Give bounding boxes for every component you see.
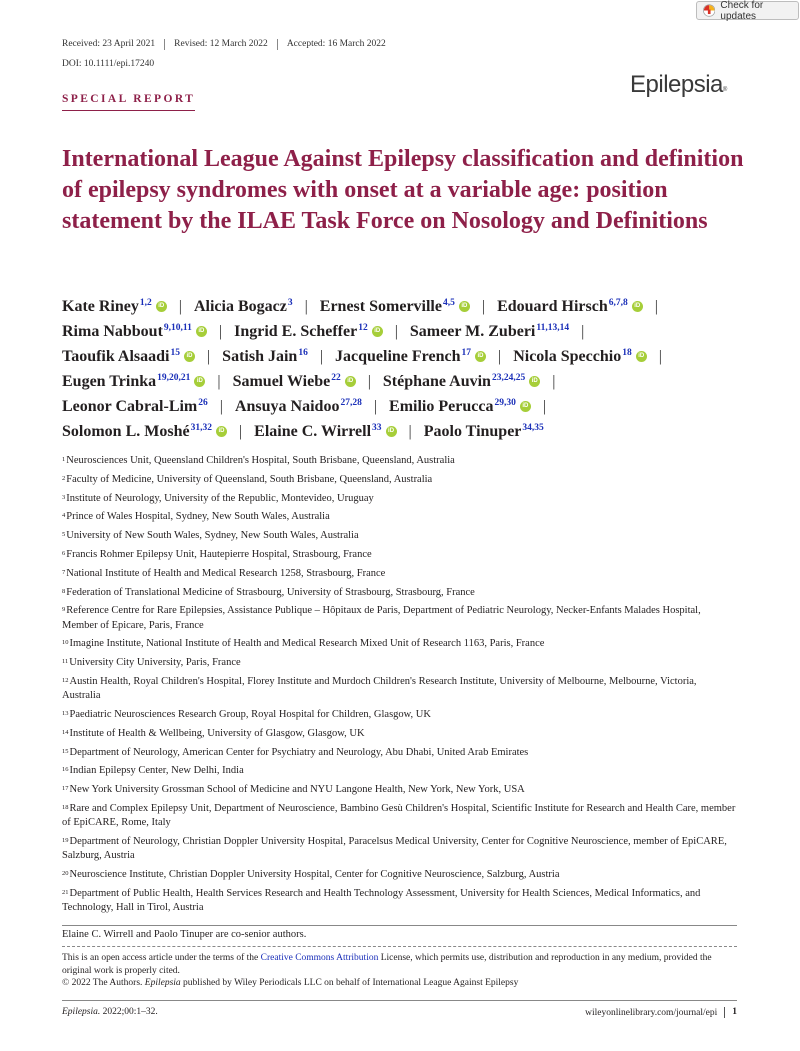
author-line bbox=[62, 419, 762, 444]
affiliation-number: 7 bbox=[62, 568, 66, 576]
author[interactable] bbox=[383, 373, 540, 390]
affiliation-text: Rare and Complex Epilepsy Unit, Department of Neuroscience, Bambino Gesù Children's Hospital, Scientific Institute for Research and Health Care, member of EpiCARE, Rome, Italy bbox=[62, 802, 736, 829]
orcid-icon[interactable] bbox=[386, 426, 397, 437]
affiliation-text: Department of Public Health, Health Services Research and Health Technology Assessment, University for Health Sciences, Medical Informatics, and Technology, Hall in Tirol, Austria bbox=[62, 887, 701, 913]
affiliation-number: 6 bbox=[62, 549, 66, 557]
author-affiliation-ref[interactable]: 33 bbox=[372, 423, 382, 433]
affiliation bbox=[62, 835, 737, 863]
affiliation-text: Institute of Health & Wellbeing, University of Glasgow, Glasgow, UK bbox=[69, 727, 365, 739]
affiliation-number: 2 bbox=[62, 474, 66, 482]
author-name: Satish Jain bbox=[222, 348, 298, 365]
revised-date: Revised: 12 March 2022 bbox=[164, 39, 277, 50]
author[interactable] bbox=[235, 398, 362, 415]
affiliation bbox=[62, 802, 737, 830]
footer-journal: Epilepsia. bbox=[62, 1007, 101, 1017]
author[interactable] bbox=[320, 298, 470, 315]
affiliation bbox=[62, 586, 737, 600]
copyright-journal: Epilepsia bbox=[144, 978, 181, 988]
footer-right bbox=[540, 1007, 737, 1018]
orcid-icon[interactable] bbox=[459, 301, 470, 312]
orcid-icon[interactable] bbox=[475, 351, 486, 362]
author-line bbox=[62, 344, 762, 369]
affiliation bbox=[62, 548, 737, 562]
author-separator: | bbox=[552, 373, 556, 390]
orcid-icon[interactable] bbox=[632, 301, 643, 312]
author-separator: | bbox=[498, 348, 502, 365]
affiliation bbox=[62, 473, 737, 487]
journal-logo-text: Epilepsia bbox=[630, 71, 723, 98]
affiliation-text: Neurosciences Unit, Queensland Children's Hospital, South Brisbane, Queensland, Australia bbox=[66, 455, 455, 466]
affiliation-number: 3 bbox=[62, 493, 66, 501]
license-divider bbox=[62, 946, 737, 947]
orcid-icon[interactable] bbox=[520, 401, 531, 412]
author-affiliation-ref[interactable]: 34,35 bbox=[522, 423, 544, 433]
orcid-icon[interactable] bbox=[194, 376, 205, 387]
author-separator: | bbox=[238, 423, 243, 440]
article-dates bbox=[62, 39, 395, 50]
logo-registered-mark: ® bbox=[722, 87, 728, 93]
accepted-date: Accepted: 16 March 2022 bbox=[277, 39, 395, 50]
author[interactable] bbox=[234, 323, 383, 340]
footer-divider bbox=[62, 1000, 737, 1001]
author-affiliation-ref[interactable]: 27,28 bbox=[340, 398, 362, 408]
affiliation bbox=[62, 510, 737, 524]
author-affiliation-ref[interactable]: 3 bbox=[287, 298, 293, 308]
footer-volume: 2022;00:1–32. bbox=[100, 1007, 158, 1017]
affiliation-number: 15 bbox=[62, 747, 69, 755]
author[interactable] bbox=[62, 298, 167, 315]
author-affiliation-ref[interactable]: 29,30 bbox=[494, 398, 516, 408]
author-separator: | bbox=[218, 323, 223, 340]
orcid-icon[interactable] bbox=[529, 376, 540, 387]
doi[interactable]: DOI: 10.1111/epi.17240 bbox=[62, 59, 155, 69]
author-separator: | bbox=[178, 298, 182, 315]
affiliation bbox=[62, 746, 737, 760]
author-name: Paolo Tinuper bbox=[423, 423, 522, 440]
creative-commons-link[interactable]: Creative Commons Attribution bbox=[260, 953, 379, 963]
author-affiliation-ref[interactable]: 18 bbox=[622, 348, 632, 358]
affiliation-number: 5 bbox=[62, 531, 66, 539]
author[interactable] bbox=[194, 298, 293, 315]
affiliation-text: Imagine Institute, National Institute of Health and Medical Research Mixed Unit of Research 1163, Paris, France bbox=[69, 638, 545, 650]
author-affiliation-ref[interactable]: 19,20,21 bbox=[157, 373, 191, 383]
author-name: Stéphane Auvin bbox=[382, 373, 491, 390]
author-separator: | bbox=[542, 398, 547, 415]
author[interactable] bbox=[410, 323, 569, 340]
author-name: Ernest Somerville bbox=[319, 298, 442, 315]
author-name: Eugen Trinka bbox=[62, 373, 157, 390]
author-separator: | bbox=[319, 348, 324, 365]
affiliation-text: Francis Rohmer Epilepsy Unit, Hautepierre Hospital, Strasbourg, France bbox=[66, 548, 372, 560]
author-affiliation-ref[interactable]: 4,5 bbox=[442, 298, 455, 308]
author-name: Alicia Bogacz bbox=[193, 298, 287, 315]
author-affiliation-ref[interactable]: 12 bbox=[358, 323, 368, 333]
journal-logo bbox=[630, 71, 727, 99]
affiliation-text: Reference Centre for Rare Epilepsies, Assistance Publique – Hôpitaux de Paris, Department of Pediatric Neurology, Necker-Enfants Malades Hospital, Member of Epicare, Paris, France bbox=[62, 605, 701, 631]
check-for-updates-button[interactable] bbox=[696, 1, 799, 20]
received-date: Received: 23 April 2021 bbox=[62, 39, 156, 49]
author-list bbox=[62, 294, 762, 444]
author-line bbox=[62, 369, 762, 394]
author[interactable] bbox=[62, 348, 195, 365]
affiliation-text: Paediatric Neurosciences Research Group, Royal Hospital for Children, Glasgow, UK bbox=[69, 708, 431, 720]
orcid-icon[interactable] bbox=[184, 351, 195, 362]
author-separator: | bbox=[217, 373, 221, 390]
author-name: Ansuya Naidoo bbox=[234, 398, 340, 415]
author-affiliation-ref[interactable]: 17 bbox=[461, 348, 471, 358]
affiliation-number: 9 bbox=[62, 606, 66, 614]
author-separator: | bbox=[219, 398, 223, 415]
author-name: Ingrid E. Scheffer bbox=[234, 323, 358, 340]
author[interactable] bbox=[62, 423, 227, 440]
author-name: Leonor Cabral-Lim bbox=[62, 398, 198, 415]
author[interactable] bbox=[424, 423, 544, 440]
author-separator: | bbox=[304, 298, 308, 315]
check-for-updates-icon bbox=[703, 4, 715, 17]
footer-citation bbox=[62, 1007, 158, 1017]
affiliation bbox=[62, 637, 737, 651]
affiliation-number: 10 bbox=[62, 639, 69, 647]
affiliation-number: 20 bbox=[62, 869, 69, 877]
author-name: Edouard Hirsch bbox=[497, 298, 608, 315]
affiliation-text: Faculty of Medicine, University of Queensland, South Brisbane, Queensland, Australia bbox=[66, 473, 433, 485]
affiliation-text: University of New South Wales, Sydney, New South Wales, Australia bbox=[66, 530, 359, 542]
author-name: Taoufik Alsaadi bbox=[62, 348, 170, 365]
orcid-icon[interactable] bbox=[216, 426, 227, 437]
author-name: Elaine C. Wirrell bbox=[254, 423, 372, 440]
journal-url[interactable]: wileyonlinelibrary.com/journal/epi bbox=[585, 1007, 718, 1018]
author-name: Nicola Specchio bbox=[513, 348, 622, 365]
orcid-icon[interactable] bbox=[372, 326, 383, 337]
affiliation bbox=[62, 492, 737, 506]
affiliation bbox=[62, 567, 737, 581]
affiliation-text: Indian Epilepsy Center, New Delhi, India bbox=[69, 765, 244, 777]
author[interactable] bbox=[389, 398, 531, 415]
affiliation bbox=[62, 887, 737, 915]
author-separator: | bbox=[654, 298, 658, 315]
affiliation-text: University City University, Paris, France bbox=[69, 657, 241, 669]
author-affiliation-ref[interactable]: 1,2 bbox=[139, 298, 152, 308]
affiliation-number: 1 bbox=[62, 456, 66, 463]
affiliation-text: Department of Neurology, American Center for Psychiatry and Neurology, Abu Dhabi, United Arab Emirates bbox=[69, 746, 529, 758]
affiliation-text: Austin Health, Royal Children's Hospital, Florey Institute and Murdoch Children's Research Institute, University of Melbourne, Melbourne, Victoria, Australia bbox=[62, 675, 697, 702]
affiliation bbox=[62, 783, 737, 797]
author[interactable] bbox=[335, 348, 486, 365]
affiliation-list bbox=[62, 454, 737, 920]
license-text-before: This is an open access article under the terms of the bbox=[62, 953, 261, 963]
affiliation-number: 13 bbox=[62, 709, 69, 717]
affiliation-number: 8 bbox=[62, 587, 66, 595]
author-affiliation-ref[interactable]: 9,10,11 bbox=[163, 323, 192, 333]
author-separator: | bbox=[481, 298, 486, 315]
affiliation-number: 14 bbox=[62, 728, 69, 736]
author-separator: | bbox=[367, 373, 371, 390]
author-name: Sameer M. Zuberi bbox=[409, 323, 536, 340]
affiliation bbox=[62, 656, 737, 670]
author[interactable] bbox=[62, 398, 208, 415]
orcid-icon[interactable] bbox=[156, 301, 167, 312]
author-separator: | bbox=[658, 348, 662, 365]
author[interactable] bbox=[513, 348, 647, 365]
affiliation-number: 19 bbox=[62, 836, 69, 844]
author-line bbox=[62, 294, 762, 319]
author-affiliation-ref[interactable]: 31,32 bbox=[190, 423, 212, 433]
license-note bbox=[62, 952, 742, 977]
orcid-icon[interactable] bbox=[345, 376, 356, 387]
affiliation bbox=[62, 529, 737, 543]
author-separator: | bbox=[206, 348, 211, 365]
author[interactable] bbox=[222, 348, 308, 365]
author-affiliation-ref[interactable]: 6,7,8 bbox=[608, 298, 628, 308]
affiliation bbox=[62, 764, 737, 778]
affiliation-number: 18 bbox=[62, 803, 69, 811]
author-name: Emilio Perucca bbox=[389, 398, 494, 415]
affiliation-number: 11 bbox=[62, 658, 69, 666]
check-for-updates-label: Check for updates bbox=[720, 0, 764, 22]
copyright-note bbox=[62, 978, 518, 988]
author-name: Jacqueline French bbox=[335, 348, 461, 365]
affiliation-text: Institute of Neurology, University of the Republic, Montevideo, Uruguay bbox=[66, 492, 374, 504]
author[interactable] bbox=[62, 323, 207, 340]
author[interactable] bbox=[254, 423, 396, 440]
section-label: SPECIAL REPORT bbox=[62, 93, 195, 111]
affiliation-number: 16 bbox=[62, 766, 69, 774]
author-separator: | bbox=[408, 423, 412, 440]
author-affiliation-ref[interactable]: 11,13,14 bbox=[536, 323, 570, 333]
author-name: Solomon L. Moshé bbox=[62, 423, 190, 440]
author-line bbox=[62, 394, 762, 419]
author-separator: | bbox=[581, 323, 585, 340]
author-affiliation-ref[interactable]: 26 bbox=[198, 398, 208, 408]
author-affiliation-ref[interactable]: 16 bbox=[298, 348, 308, 358]
author[interactable] bbox=[233, 373, 356, 390]
author-name: Kate Riney bbox=[62, 298, 139, 315]
author-separator: | bbox=[394, 323, 398, 340]
author-name: Samuel Wiebe bbox=[232, 373, 331, 390]
affiliation bbox=[62, 675, 737, 703]
author-affiliation-ref[interactable]: 23,24,25 bbox=[491, 373, 526, 383]
author-affiliation-ref[interactable]: 22 bbox=[331, 373, 341, 383]
footnote-divider bbox=[62, 925, 737, 926]
author-affiliation-ref[interactable]: 15 bbox=[170, 348, 180, 358]
author-name: Rima Nabbout bbox=[62, 323, 163, 340]
affiliation-number: 21 bbox=[62, 888, 69, 896]
affiliation bbox=[62, 454, 737, 468]
license-text-after: License, which permits use, distribution and reproduction in any medium, provided the original work is properly cited. bbox=[62, 953, 712, 976]
affiliation-text: Prince of Wales Hospital, Sydney, New South Wales, Australia bbox=[66, 511, 330, 523]
page-number: 1 bbox=[724, 1007, 737, 1018]
co-senior-note: Elaine C. Wirrell and Paolo Tinuper are co-senior authors. bbox=[62, 929, 307, 940]
author[interactable] bbox=[62, 373, 205, 390]
author[interactable] bbox=[497, 298, 643, 315]
affiliation bbox=[62, 727, 737, 741]
affiliation-text: National Institute of Health and Medical Research 1258, Strasbourg, France bbox=[66, 567, 386, 579]
orcid-icon[interactable] bbox=[196, 326, 207, 337]
article-title: International League Against Epilepsy classification and definition of epilepsy syndromes with onset at a variable age: position statement by the ILAE Task Force on Nosology and Definitions bbox=[62, 146, 744, 234]
affiliation-number: 12 bbox=[62, 676, 69, 684]
orcid-icon[interactable] bbox=[636, 351, 647, 362]
affiliation bbox=[62, 868, 737, 882]
affiliation-text: Department of Neurology, Christian Doppler University Hospital, Paracelsus Medical University, Center for Cognitive Neuroscience, member of EpiCARE, Salzburg, Austria bbox=[62, 835, 727, 862]
affiliation bbox=[62, 708, 737, 722]
affiliation-text: Federation of Translational Medicine of Strasbourg, University of Strasbourg, Strasbourg, France bbox=[66, 586, 475, 598]
affiliation bbox=[62, 604, 737, 632]
affiliation-number: 17 bbox=[62, 785, 69, 793]
author-line bbox=[62, 319, 762, 344]
author-separator: | bbox=[373, 398, 378, 415]
copyright-text-after: published by Wiley Periodicals LLC on behalf of International League Against Epilepsy bbox=[180, 978, 519, 988]
copyright-text-before: © 2022 The Authors. bbox=[62, 978, 145, 988]
affiliation-text: Neuroscience Institute, Christian Doppler University Hospital, Center for Cognitive Neuroscience, Salzburg, Austria bbox=[69, 868, 560, 880]
affiliation-text: New York University Grossman School of Medicine and NYU Langone Health, New York, New York, USA bbox=[69, 784, 525, 796]
affiliation-number: 4 bbox=[62, 512, 66, 520]
